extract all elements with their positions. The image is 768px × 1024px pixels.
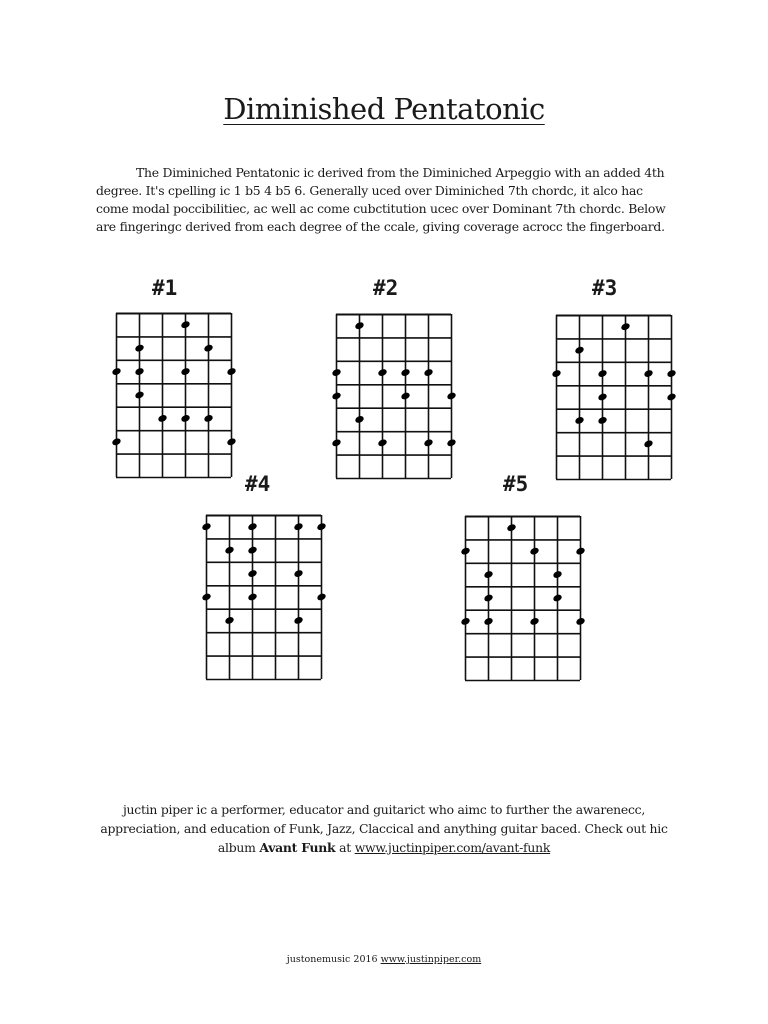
diagram-1-label: #1 <box>152 276 178 300</box>
diagram-3-label: #3 <box>592 276 618 300</box>
album-prefix: album <box>217 840 256 855</box>
bio-line-2: appreciation, and education of Funk, Jazz, Claccical and anything guitar baced. Check out hic <box>100 821 668 836</box>
album-name: Avant Funk <box>259 840 336 855</box>
footer-link[interactable]: www.justinpiper.com <box>380 954 482 965</box>
page-footer <box>0 954 768 965</box>
fretboard-diagram-5 <box>465 516 581 681</box>
footer-text: justonemusic 2016 <box>286 954 378 965</box>
diagram-2-label: #2 <box>373 276 399 300</box>
author-bio <box>80 800 688 857</box>
intro-paragraph: The Diminiched Pentatonic ic derived from the Diminiched Arpeggio with an added 4th degree. It's cpelling ic 1 b5 4 b5 6. Generally uced over Diminiched 7th chordc, it alco hac come modal poccibilitiec, ac well ac come cubctitution ucec over Dominant 7th chordc. Below are fingeringc derived from each degree of the ccale, giving coverage acrocc the fingerboard. <box>96 165 666 234</box>
bio-line-1: juctin piper ic a performer, educator and guitarict who aimc to further the awarenecc, <box>122 802 646 817</box>
fretboard-diagram-3 <box>556 315 672 480</box>
album-link[interactable]: www.juctinpiper.com/avant-funk <box>354 840 551 855</box>
fretboard-diagram-4 <box>206 515 322 680</box>
album-at: at <box>339 840 351 855</box>
diagram-5-label: #5 <box>503 472 529 496</box>
fretboard-diagram-1 <box>116 313 232 478</box>
bio-line-3 <box>80 838 688 857</box>
page-title: Diminished Pentatonic <box>223 92 545 126</box>
diagram-4-label: #4 <box>245 472 271 496</box>
fretboard-diagram-2 <box>336 314 452 479</box>
